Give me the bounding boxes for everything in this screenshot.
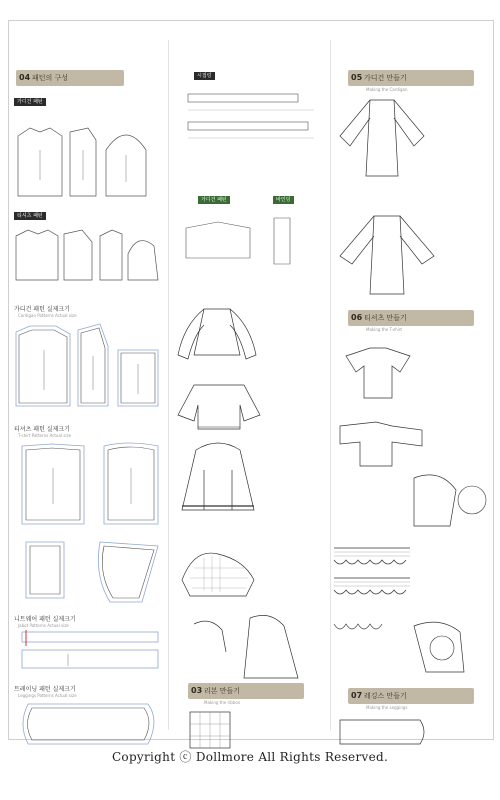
section-subtitle: Making the ribbon [204,700,241,705]
hood-step-illustration [330,466,490,536]
tshirt-actual-patterns [8,440,168,530]
tshirt-step-illustration [330,336,490,406]
cardigan-sleeve-illustration [174,305,324,375]
section-subtitle: Leggings Patterns Actual size [18,693,77,698]
step-label: 바인딩 [273,196,294,204]
cardigan-body-illustration [174,375,324,435]
instructions-column [330,20,492,738]
collar-actual-patterns [8,536,168,606]
step-label: 시접링 [194,72,215,80]
leggings-actual-patterns [8,700,168,750]
ribbon-measure-diagram [184,82,334,152]
hooded-tshirt-illustration [174,612,324,682]
copyright-notice: Copyright ⓒ Dollmore All Rights Reserved. [111,750,389,764]
section-tag: 06 티셔츠 만들기 [348,310,474,326]
section-subtitle: Jabot Patterns Actual size [18,623,69,628]
cardigan-pattern-thumbs [8,110,168,210]
section-tag: 04 패턴의 구성 [16,70,124,86]
jabot-attach-illustration [330,612,490,682]
leggings-step-illustration [330,714,490,750]
step-label: 가디건 패턴 [198,196,230,204]
section-subtitle: Making the Leggings [366,705,408,710]
cardigan-pattern-label: 가디건 패턴 [14,98,46,106]
cardigan-sleeve-step-illustration [330,210,490,300]
section-tag: 05 가디건 만들기 [348,70,474,86]
hood-sewing-illustration [174,540,324,610]
section-subtitle: Making the T-shirt [366,327,402,332]
section-tag: 07 레깅스 만들기 [348,688,474,704]
section-subtitle: Making the Cardigan [366,87,408,92]
section-title: 티셔츠 패턴 실제크기 [14,426,70,433]
binding-diagram [178,208,328,268]
cardigan-actual-patterns [8,320,168,410]
pattern-column [8,20,168,738]
jabot-ruffle-illustration [330,538,490,608]
section-tag: 03 리본 만들기 [188,683,304,699]
section-subtitle: Cardigan Patterns Actual size [18,313,77,318]
cardigan-step-illustration [330,96,490,186]
section-title: 트레이닝 패턴 실제크기 [14,686,76,693]
tshirt-pattern-thumbs [8,224,168,294]
tshirt-pattern-label: 티셔츠 패턴 [14,212,46,220]
instructions-column [168,20,328,738]
section-subtitle: T-shirt Patterns Actual size [18,433,72,438]
jabot-actual-patterns [8,628,168,678]
cardigan-hood-illustration [174,440,324,520]
section-title: 니트웨어 패턴 실제크기 [14,616,76,623]
section-title: 가디건 패턴 실제크기 [14,306,70,313]
